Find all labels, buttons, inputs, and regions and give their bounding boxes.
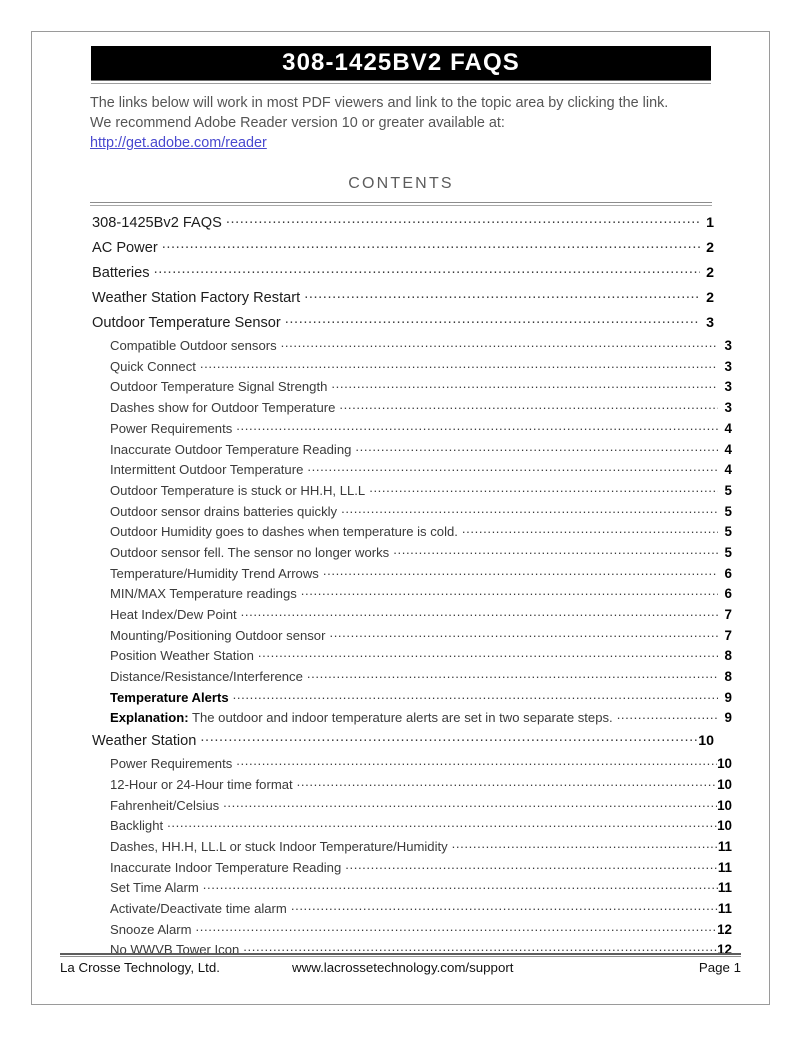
toc-entry-label: Snooze Alarm bbox=[110, 921, 192, 937]
toc-page-number: 11 bbox=[717, 838, 732, 854]
toc-page-number: 7 bbox=[724, 607, 732, 623]
toc-entry[interactable] bbox=[90, 921, 732, 942]
toc-entry-label: Outdoor Temperature Sensor bbox=[92, 314, 281, 331]
toc-entry-label: 308-1425Bv2 FAQS bbox=[92, 214, 222, 231]
toc-page-number: 10 bbox=[717, 776, 732, 792]
toc-entry[interactable] bbox=[90, 565, 732, 586]
toc-page-number: 2 bbox=[706, 289, 714, 306]
toc-page-number: 11 bbox=[717, 859, 732, 875]
toc-page-number: 5 bbox=[724, 544, 732, 560]
contents-heading: CONTENTS bbox=[348, 175, 454, 192]
toc-entry[interactable] bbox=[90, 440, 732, 461]
toc-dot-leader bbox=[307, 461, 718, 474]
toc-page-number: 10 bbox=[698, 732, 714, 749]
toc-page-number: 4 bbox=[724, 462, 732, 478]
toc-entry-label bbox=[110, 710, 613, 725]
toc-page-number: 5 bbox=[724, 482, 732, 498]
toc-page-number: 10 bbox=[717, 818, 732, 834]
contents-divider bbox=[90, 202, 712, 206]
toc-entry-label: Quick Connect bbox=[110, 358, 196, 374]
toc-entry-label: Weather Station bbox=[92, 732, 197, 749]
toc-entry[interactable] bbox=[90, 647, 732, 668]
toc-entry[interactable] bbox=[90, 817, 732, 838]
toc-page-number: 12 bbox=[717, 921, 732, 937]
toc-dot-leader bbox=[241, 606, 718, 619]
document-title-bar bbox=[91, 46, 711, 80]
toc-entry-label: Set Time Alarm bbox=[110, 880, 199, 896]
toc-dot-leader bbox=[304, 287, 700, 302]
toc-entry[interactable] bbox=[90, 838, 732, 859]
toc-dot-leader bbox=[285, 312, 700, 327]
toc-dot-leader bbox=[226, 212, 700, 227]
toc-entry[interactable] bbox=[90, 337, 732, 358]
toc-entry-label: Intermittent Outdoor Temperature bbox=[110, 462, 304, 478]
page-footer bbox=[60, 960, 741, 982]
toc-entry[interactable] bbox=[90, 378, 732, 399]
toc-entry-label: Dashes show for Outdoor Temperature bbox=[110, 400, 336, 416]
toc-dot-leader bbox=[167, 817, 717, 830]
footer-company: La Crosse Technology, Ltd. bbox=[60, 960, 220, 975]
toc-dot-leader bbox=[452, 838, 718, 851]
toc-dot-leader bbox=[236, 755, 717, 768]
toc-entry[interactable] bbox=[90, 730, 714, 755]
toc-entry-label: Mounting/Positioning Outdoor sensor bbox=[110, 627, 326, 643]
toc-dot-leader bbox=[341, 503, 718, 516]
toc-dot-leader bbox=[196, 921, 718, 934]
toc-entry-label: Inaccurate Outdoor Temperature Reading bbox=[110, 441, 352, 457]
toc-page-number: 1 bbox=[706, 214, 714, 231]
toc-dot-leader bbox=[281, 337, 718, 350]
toc-entry[interactable] bbox=[90, 689, 732, 710]
toc-entry[interactable] bbox=[90, 879, 732, 900]
toc-entry-label: Position Weather Station bbox=[110, 648, 254, 664]
toc-page-number: 7 bbox=[724, 627, 732, 643]
toc-entry-label: Activate/Deactivate time alarm bbox=[110, 900, 287, 916]
toc-page-number: 3 bbox=[706, 314, 714, 331]
toc-page-number: 2 bbox=[706, 264, 714, 281]
toc-dot-leader bbox=[329, 627, 718, 640]
toc-entry[interactable] bbox=[90, 796, 732, 817]
toc-entry[interactable] bbox=[90, 420, 732, 441]
toc-entry-label-lead: Explanation: bbox=[110, 710, 189, 726]
toc-dot-leader bbox=[331, 378, 718, 391]
toc-dot-leader bbox=[301, 585, 718, 598]
footer-support-url[interactable]: www.lacrossetechnology.com/support bbox=[292, 960, 514, 975]
intro-line-2: link. We recommend Adobe Reader version 10 or greater available at: bbox=[90, 95, 669, 131]
toc-page-number: 8 bbox=[724, 648, 732, 664]
toc-dot-leader bbox=[258, 647, 718, 660]
toc-dot-leader bbox=[307, 668, 718, 681]
toc-entry-label: No WWVB Tower Icon bbox=[110, 942, 240, 958]
toc-dot-leader bbox=[297, 776, 717, 789]
toc-entry-label: MIN/MAX Temperature readings bbox=[110, 586, 297, 602]
toc-page-number: 3 bbox=[724, 338, 732, 354]
toc-page-number: 6 bbox=[724, 565, 732, 581]
toc-entry[interactable] bbox=[90, 755, 732, 776]
toc-entry-label: Heat Index/Dew Point bbox=[110, 607, 237, 623]
toc-entry-label: Distance/Resistance/Interference bbox=[110, 669, 303, 685]
toc-page-number: 4 bbox=[724, 441, 732, 457]
toc-dot-leader bbox=[154, 262, 700, 277]
toc-page-number: 6 bbox=[724, 586, 732, 602]
toc-entry-label: Backlight bbox=[110, 818, 164, 834]
toc-entry[interactable] bbox=[90, 900, 732, 921]
toc-entry-label: Inaccurate Indoor Temperature Reading bbox=[110, 859, 342, 875]
toc-entry-label: Power Requirements bbox=[110, 420, 233, 436]
toc-entry-label: Outdoor Temperature is stuck or HH.H, LL.L bbox=[110, 482, 366, 498]
toc-entry-label: Outdoor sensor drains batteries quickly bbox=[110, 503, 338, 519]
toc-entry[interactable] bbox=[90, 523, 732, 544]
toc-entry-label: Weather Station Factory Restart bbox=[92, 289, 301, 306]
toc-entry-label: AC Power bbox=[92, 239, 158, 256]
toc-page-number: 3 bbox=[724, 400, 732, 416]
toc-page-number: 2 bbox=[706, 239, 714, 256]
intro-paragraph bbox=[90, 94, 690, 154]
toc-dot-leader bbox=[462, 523, 718, 536]
toc-entry-label: Compatible Outdoor sensors bbox=[110, 338, 277, 354]
toc-entry[interactable] bbox=[90, 358, 732, 379]
toc-entry[interactable] bbox=[90, 399, 732, 420]
toc-entry-label: 12-Hour or 24-Hour time format bbox=[110, 776, 293, 792]
toc-entry-label: Temperature Alerts bbox=[110, 689, 229, 705]
toc-entry[interactable] bbox=[90, 212, 714, 237]
toc-entry[interactable] bbox=[90, 776, 732, 797]
toc-dot-leader bbox=[617, 709, 718, 722]
toc-entry[interactable] bbox=[90, 237, 714, 262]
toc-dot-leader bbox=[355, 440, 718, 453]
toc-page-number: 5 bbox=[724, 524, 732, 540]
toc-entry[interactable] bbox=[90, 262, 714, 287]
toc-page-number: 9 bbox=[724, 710, 732, 726]
toc-entry-label: Dashes, HH.H, LL.L or stuck Indoor Temperature/Humidity bbox=[110, 838, 448, 854]
footer-page-number: Page 1 bbox=[698, 960, 741, 975]
toc-entry-label: Temperature/Humidity Trend Arrows bbox=[110, 565, 319, 581]
title-divider bbox=[91, 80, 711, 84]
toc-dot-leader bbox=[200, 730, 698, 745]
toc-entry-label: Outdoor Humidity goes to dashes when temperature is cold. bbox=[110, 524, 458, 540]
toc-entry[interactable] bbox=[90, 606, 732, 627]
toc-entry-label: Fahrenheit/Celsius bbox=[110, 797, 220, 813]
intro-line-1: The links below will work in most PDF viewers and link to the topic area by clicking the bbox=[90, 95, 639, 111]
toc-page-number: 10 bbox=[717, 797, 732, 813]
toc-page-number: 5 bbox=[724, 503, 732, 519]
toc-page-number: 10 bbox=[717, 756, 732, 772]
toc-dot-leader bbox=[236, 420, 718, 433]
toc-dot-leader bbox=[223, 796, 717, 809]
page-title: 308-1425BV2 FAQS bbox=[282, 49, 520, 76]
toc-dot-leader bbox=[203, 879, 718, 892]
toc-page-number: 4 bbox=[724, 420, 732, 436]
toc-dot-leader bbox=[291, 900, 718, 913]
toc-entry[interactable] bbox=[90, 544, 732, 565]
toc-entry[interactable] bbox=[90, 627, 732, 648]
toc-entry[interactable] bbox=[90, 668, 732, 689]
toc-entry-label-rest: The outdoor and indoor temperature alerts are set in two separate steps. bbox=[188, 710, 613, 726]
toc-entry-label: Batteries bbox=[92, 264, 150, 281]
toc-entry[interactable] bbox=[90, 312, 714, 337]
table-of-contents bbox=[90, 212, 732, 962]
adobe-reader-link[interactable]: http://get.adobe.com/reader bbox=[90, 135, 267, 151]
toc-entry[interactable] bbox=[90, 859, 732, 880]
footer-divider bbox=[60, 953, 741, 957]
toc-dot-leader bbox=[162, 237, 700, 252]
toc-entry-label: Power Requirements bbox=[110, 756, 233, 772]
toc-entry[interactable] bbox=[90, 287, 714, 312]
toc-dot-leader bbox=[323, 565, 718, 578]
toc-page-number: 9 bbox=[724, 689, 732, 705]
toc-page-number: 11 bbox=[717, 880, 732, 896]
document-page bbox=[31, 31, 770, 1005]
toc-entry[interactable] bbox=[90, 482, 732, 503]
toc-dot-leader bbox=[369, 482, 718, 495]
toc-page-number: 8 bbox=[724, 669, 732, 685]
toc-entry[interactable] bbox=[90, 941, 732, 962]
toc-entry[interactable] bbox=[90, 503, 732, 524]
toc-dot-leader bbox=[233, 689, 718, 702]
toc-dot-leader bbox=[339, 399, 718, 412]
toc-page-number: 11 bbox=[717, 900, 732, 916]
toc-page-number: 12 bbox=[717, 942, 732, 958]
toc-entry-label: Outdoor Temperature Signal Strength bbox=[110, 379, 328, 395]
toc-dot-leader bbox=[345, 859, 718, 872]
toc-entry[interactable] bbox=[90, 461, 732, 482]
toc-entry[interactable] bbox=[90, 709, 732, 730]
toc-page-number: 3 bbox=[724, 358, 732, 374]
toc-dot-leader bbox=[393, 544, 718, 557]
toc-dot-leader bbox=[200, 358, 718, 371]
toc-entry[interactable] bbox=[90, 585, 732, 606]
toc-entry-label: Outdoor sensor fell. The sensor no longer works bbox=[110, 544, 390, 560]
toc-page-number: 3 bbox=[724, 379, 732, 395]
